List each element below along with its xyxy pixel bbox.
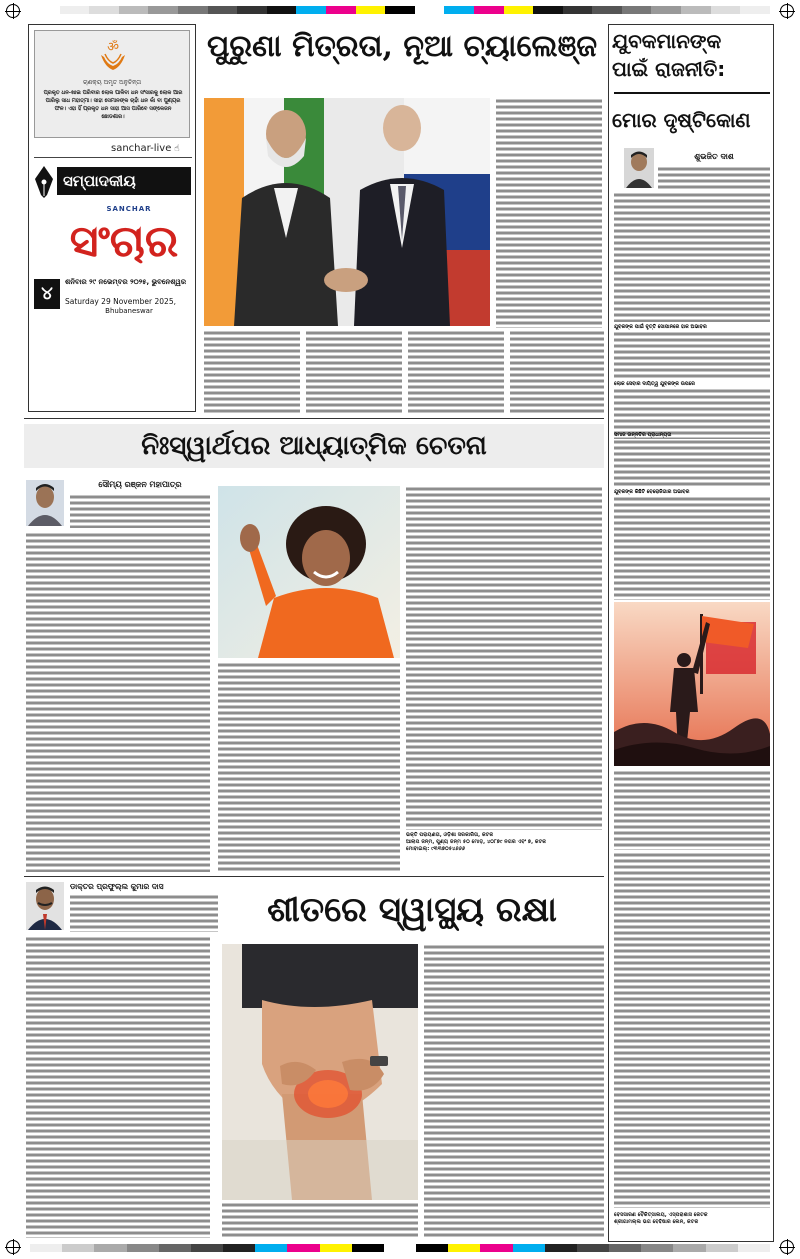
top-story-photo: [204, 98, 490, 326]
quote-box: [34, 30, 190, 138]
divider: [24, 876, 604, 877]
bottom-story-headline: ଶୀତରେ ସ୍ୱାସ୍ଥ୍ୟ ରକ୍ଷା: [267, 890, 557, 930]
bottom-body-col4: [614, 852, 770, 1208]
bottom-footer: [614, 1212, 770, 1226]
date-english: Saturday 29 November 2025,: [65, 297, 176, 306]
right-body-4: [614, 439, 770, 487]
right-body-5: [614, 496, 770, 600]
middle-footer-line3: ମୋବାଇଲ୍: ୯୩୩୭୦୫୪୬୬୬: [406, 846, 466, 852]
city: Bhubaneswar: [105, 307, 153, 315]
bottom-author-photo: [26, 882, 64, 930]
top-story-body-col3: [496, 98, 602, 328]
bottom-body-intro: [70, 894, 218, 932]
middle-body-col3: [406, 486, 602, 830]
bottom-footer-line2: ଶ୍ରୀଗାମଲ୍ଲ ଭଗ ବେହିଷାର ଲେନ, କଟକ: [614, 1219, 699, 1225]
registration-mark: [780, 1240, 794, 1254]
right-subhead-2: ଲୋକ ସେବାର ଦାୟିତ୍ୱ ଯୁବକଙ୍କ ଉପରେ: [614, 381, 695, 387]
color-bar-top: [30, 6, 770, 14]
brand-small: SANCHAR: [106, 205, 152, 213]
website-label: [111, 143, 197, 154]
website-text: sanchar-live: [111, 143, 172, 154]
section-title: ସମ୍ପାଦକୀୟ: [57, 167, 191, 195]
top-story-body-col1: [204, 330, 300, 414]
bottom-author: ଡାକ୍ତର ପ୍ରଫୁଲ୍ଲ କୁମାର ଦାସ: [70, 882, 164, 891]
bottom-footer-line1: ବେସସାରଣ ବୈକିତ୍ସାଲୟ, ଏସ୍ପରାଶାସ କେଟକ: [614, 1212, 708, 1218]
middle-footer-line2: ଆଲାପ ଜନ୍ମ, ପୁଣ୍ୟ ଜନ୍ମ ୫୦ ମୋଡ଼, ୪୦୮୭୯ ନଗର ଏବଂ ୭, କଟକ: [406, 839, 547, 845]
divider: [34, 157, 192, 158]
right-subhead-4: ଯୁବକଙ୍କ କିଛିଟି ବେରୋଜିଗାର ଅଭାବର: [614, 489, 690, 495]
middle-author-photo: [26, 480, 64, 526]
page-number: ୪: [34, 279, 60, 309]
bottom-body-col1: [26, 936, 210, 1238]
middle-body-col1: [26, 532, 210, 872]
registration-mark: [6, 1240, 20, 1254]
right-subhead-3: ସମାଜ ଉନ୍ନତିର ପ୍ରାଧାନ୍ୟତା: [614, 432, 672, 438]
cursor-icon: ☝: [171, 144, 180, 154]
bottom-body-col2: [222, 1202, 418, 1238]
right-headline-line1: ଯୁବକମାନଙ୍କ: [612, 29, 722, 53]
right-author: ଶୁଭଜିତ ଦାଶ: [694, 152, 734, 161]
top-story-body-col2: [306, 330, 402, 414]
right-body-intro: [658, 166, 770, 190]
middle-story-headline: ନିଃସ୍ୱାର୍ଥପର ଆଧ୍ୟାତ୍ମିକ ଚେତନା: [24, 424, 604, 468]
om-hands-icon: [95, 37, 131, 73]
right-author-photo: [624, 148, 654, 188]
svg-text:ॐ: ॐ: [107, 40, 119, 55]
middle-body-col2: [218, 662, 400, 872]
pen-nib-icon: [34, 165, 54, 199]
top-story-headline: ପୁରୁଣା ମିତ୍ରତା, ନୂଆ ଚ୍ୟାଲେଞ୍ଜ: [206, 29, 598, 64]
quote-title: ଚାଣକ୍ୟ ଅମୃତ ଅନୁଚିନ୍ତା: [82, 79, 142, 86]
right-headline-line3: ମୋର ଦୃଷ୍ଟିକୋଣ: [612, 108, 751, 132]
right-body-6: [614, 770, 770, 850]
registration-mark: [780, 4, 794, 18]
divider: [24, 418, 604, 419]
right-subhead-1: ଯୁବକଙ୍କ ପାଇଁ ବୃତ୍ତି ସୋପାନରେ ହାକ ଅଭାବର: [614, 324, 707, 330]
middle-author: ସୌମ୍ୟ ରଞ୍ଜନ ମହାପାତ୍ର: [98, 480, 182, 489]
middle-body-intro: [70, 494, 210, 528]
divider: [614, 92, 770, 94]
middle-footer: [406, 832, 602, 853]
bottom-story-photo: [222, 944, 418, 1200]
date-odia: ଶନିବାର ୨୯ ନଭେମ୍ବର ୨୦୨୫, ଭୁବନେଶ୍ୱର: [65, 278, 187, 286]
quote-text: ପ୍ରକୃତ ଧନ-ଖାଇ ପରିବାର ଲୋକ ପାଳିବା ଧନ ସଂସାରକୁ ଲୋକ ଆର ପାରିଲୁ ସାଧ ମହାତ୍ମା। ସାହା ସେମାନଙ୍କ ଚାହାଁ ଧନ କାଁ ବା ପୁଣ୍ୟର ଫଳ। ଏହା ହିଁ ପ୍ରକୃତ ଧନ ସାହା ଆସ ପାରିବେ ସଙ୍କେଜନ ଛୋଡଶାର।: [43, 90, 183, 120]
top-story-body-col3b: [408, 330, 504, 414]
masthead-panel: [28, 24, 196, 412]
right-headline-line2: ପାଇଁ ରାଜନୀତି:: [612, 57, 726, 81]
right-body-1: [614, 192, 770, 322]
bottom-body-col3: [424, 944, 604, 1238]
brand-logo: ସଂଚାର: [69, 216, 179, 267]
right-body-2: [614, 331, 770, 379]
top-story-body-col4: [510, 330, 604, 414]
middle-story-photo: [218, 486, 400, 658]
registration-mark: [6, 4, 20, 18]
right-illustration: [614, 602, 770, 766]
color-bar-bottom: [30, 1244, 770, 1252]
middle-footer-line1: ଭକ୍ତି ପରାୟଣତା, ଓଡ଼ିଶା ସରକାରିତା, କଟକ: [406, 832, 494, 838]
